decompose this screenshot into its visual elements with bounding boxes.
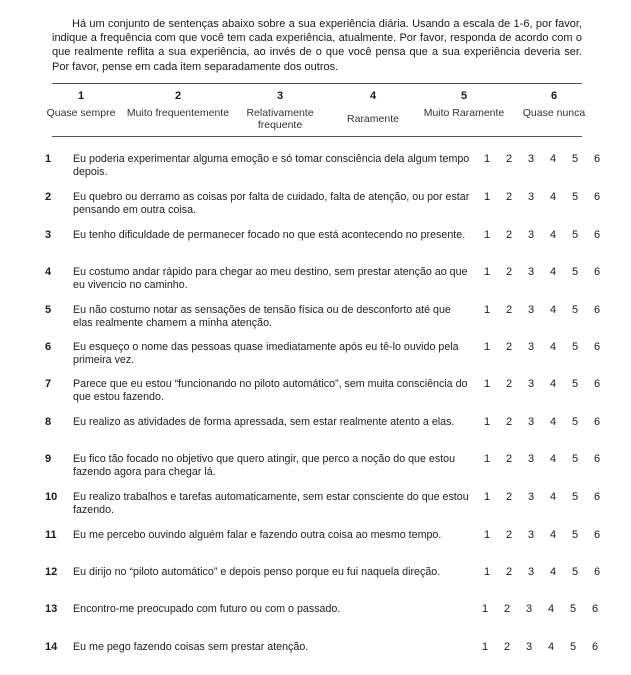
- scale-number-2: 2: [174, 90, 182, 102]
- instructions-paragraph: Há um conjunto de sentenças abaixo sobre a sua experiência diária. Usando a escala de 1-6, por favor, indique a frequência com que você tem cada experiência, atualmente. Por favor, responda de acordo com o que realmente reflita a sua experiência, ao invés de o que você pensa que a sua experiência deveria ser. Por favor, pense em cada item separadamente dos outros.: [52, 18, 582, 73]
- scale-number-1: 1: [77, 90, 85, 102]
- question-number: 4: [45, 266, 52, 278]
- response-option-4[interactable]: 4: [549, 453, 557, 465]
- response-option-4[interactable]: 4: [549, 304, 557, 316]
- scale-number-6: 6: [550, 90, 558, 102]
- response-option-1[interactable]: 1: [483, 529, 491, 541]
- response-option-2[interactable]: 2: [505, 529, 513, 541]
- response-option-5[interactable]: 5: [571, 153, 579, 165]
- question-number: 10: [45, 491, 58, 503]
- response-option-5[interactable]: 5: [569, 603, 577, 615]
- question-number: 2: [45, 191, 52, 203]
- response-option-2[interactable]: 2: [505, 229, 513, 241]
- question-text: Eu esqueço o nome das pessoas quase imediatamente após eu tê-lo ouvido pela primeira vez.: [73, 341, 459, 366]
- question-number: 1: [45, 153, 52, 165]
- response-option-4[interactable]: 4: [549, 378, 557, 390]
- question-row-8: [0, 416, 631, 446]
- response-option-6[interactable]: 6: [593, 153, 601, 165]
- question-number: 7: [45, 378, 52, 390]
- question-row-3: [0, 229, 631, 259]
- scale-label-4: Raramente: [347, 113, 399, 125]
- response-option-5[interactable]: 5: [571, 304, 579, 316]
- question-text: Eu costumo andar rápido para chegar ao meu destino, sem prestar atenção ao que eu vivencio no caminho.: [73, 266, 468, 291]
- question-text: Eu não costumo notar as sensações de tensão física ou de desconforto até que elas realmente chamem a minha atenção.: [73, 304, 451, 329]
- question-row-12: [0, 566, 631, 596]
- scale-number-3: 3: [276, 90, 284, 102]
- question-row-13: [0, 603, 631, 633]
- response-option-3[interactable]: 3: [527, 229, 535, 241]
- response-option-4[interactable]: 4: [547, 603, 555, 615]
- response-option-5[interactable]: 5: [571, 229, 579, 241]
- response-option-3[interactable]: 3: [527, 566, 535, 578]
- response-option-4[interactable]: 4: [549, 491, 557, 503]
- response-option-3[interactable]: 3: [527, 191, 535, 203]
- response-option-2[interactable]: 2: [503, 641, 511, 653]
- response-option-3[interactable]: 3: [527, 304, 535, 316]
- response-option-1[interactable]: 1: [483, 266, 491, 278]
- response-option-4[interactable]: 4: [547, 641, 555, 653]
- response-option-3[interactable]: 3: [527, 266, 535, 278]
- response-option-1[interactable]: 1: [483, 229, 491, 241]
- response-option-2[interactable]: 2: [505, 153, 513, 165]
- response-option-6[interactable]: 6: [593, 453, 601, 465]
- scale-number-5: 5: [460, 90, 468, 102]
- response-option-3[interactable]: 3: [527, 153, 535, 165]
- question-row-14: [0, 641, 631, 671]
- response-option-6[interactable]: 6: [591, 641, 599, 653]
- response-option-5[interactable]: 5: [571, 491, 579, 503]
- response-option-1[interactable]: 1: [483, 378, 491, 390]
- response-option-4[interactable]: 4: [549, 416, 557, 428]
- response-option-6[interactable]: 6: [591, 603, 599, 615]
- top-rule: [52, 83, 582, 84]
- question-row-10: [0, 491, 631, 521]
- response-option-1[interactable]: 1: [483, 153, 491, 165]
- response-option-3[interactable]: 3: [527, 529, 535, 541]
- question-number: 3: [45, 229, 52, 241]
- response-option-2[interactable]: 2: [505, 378, 513, 390]
- response-option-4[interactable]: 4: [549, 341, 557, 353]
- response-option-4[interactable]: 4: [549, 266, 557, 278]
- response-option-5[interactable]: 5: [571, 453, 579, 465]
- response-option-6[interactable]: 6: [593, 191, 601, 203]
- response-option-4[interactable]: 4: [549, 566, 557, 578]
- response-option-5[interactable]: 5: [571, 566, 579, 578]
- question-number: 13: [45, 603, 58, 615]
- response-option-1[interactable]: 1: [483, 491, 491, 503]
- response-option-2[interactable]: 2: [505, 304, 513, 316]
- response-option-2[interactable]: 2: [505, 266, 513, 278]
- response-option-2[interactable]: 2: [505, 341, 513, 353]
- response-option-3[interactable]: 3: [527, 341, 535, 353]
- response-option-3[interactable]: 3: [527, 453, 535, 465]
- question-number: 11: [45, 529, 57, 541]
- response-option-4[interactable]: 4: [549, 191, 557, 203]
- question-text: Eu dirijo no “piloto automático” e depois penso porque eu fui naquela direção.: [73, 566, 441, 578]
- response-option-4[interactable]: 4: [549, 229, 557, 241]
- question-number: 14: [45, 641, 58, 653]
- scale-label-3: Relativamente frequente: [246, 107, 314, 132]
- response-option-6[interactable]: 6: [593, 266, 601, 278]
- question-text: Parece que eu estou “funcionando no piloto automático”, sem muita consciência do que estou fazendo.: [73, 378, 468, 403]
- question-row-7: [0, 378, 631, 408]
- response-option-1[interactable]: 1: [483, 453, 491, 465]
- response-option-6[interactable]: 6: [593, 416, 601, 428]
- question-number: 8: [45, 416, 52, 428]
- question-number: 5: [45, 304, 52, 316]
- response-option-3[interactable]: 3: [525, 603, 533, 615]
- response-option-1[interactable]: 1: [481, 603, 489, 615]
- question-row-1: [0, 153, 631, 183]
- response-option-6[interactable]: 6: [593, 229, 601, 241]
- response-option-1[interactable]: 1: [483, 566, 491, 578]
- response-option-3[interactable]: 3: [527, 378, 535, 390]
- response-option-2[interactable]: 2: [505, 191, 513, 203]
- response-option-1[interactable]: 1: [483, 416, 491, 428]
- response-option-6[interactable]: 6: [593, 566, 601, 578]
- question-text: Encontro-me preocupado com futuro ou com o passado.: [73, 603, 341, 615]
- question-text: Eu realizo trabalhos e tarefas automaticamente, sem estar consciente do que estou fazendo.: [73, 491, 469, 516]
- response-option-5[interactable]: 5: [571, 378, 579, 390]
- response-option-2[interactable]: 2: [505, 491, 513, 503]
- question-row-4: [0, 266, 631, 296]
- question-row-6: [0, 341, 631, 371]
- question-number: 12: [45, 566, 58, 578]
- question-number: 9: [45, 453, 52, 465]
- question-row-2: [0, 191, 631, 221]
- response-option-1[interactable]: 1: [483, 191, 491, 203]
- response-option-3[interactable]: 3: [527, 416, 535, 428]
- question-text: Eu realizo as atividades de forma apressada, sem estar realmente atento a elas.: [73, 416, 455, 428]
- response-option-4[interactable]: 4: [549, 153, 557, 165]
- response-option-2[interactable]: 2: [505, 453, 513, 465]
- response-option-5[interactable]: 5: [571, 529, 579, 541]
- question-text: Eu fico tão focado no objetivo que quero atingir, que perco a noção do que estou fazendo agora para chegar lá.: [73, 453, 456, 478]
- response-option-5[interactable]: 5: [571, 191, 579, 203]
- response-option-5[interactable]: 5: [571, 341, 579, 353]
- cropped-heading-fragment: [150, 0, 500, 3]
- response-option-6[interactable]: 6: [593, 304, 601, 316]
- response-option-2[interactable]: 2: [505, 416, 513, 428]
- response-option-5[interactable]: 5: [571, 266, 579, 278]
- scale-label-6: Quase nunca: [522, 107, 586, 119]
- response-option-4[interactable]: 4: [549, 529, 557, 541]
- question-row-5: [0, 304, 631, 334]
- response-option-3[interactable]: 3: [527, 491, 535, 503]
- question-text: Eu me percebo ouvindo alguém falar e fazendo outra coisa ao mesmo tempo.: [73, 529, 442, 541]
- question-row-11: [0, 529, 631, 559]
- response-option-2[interactable]: 2: [503, 603, 511, 615]
- response-option-1[interactable]: 1: [483, 341, 491, 353]
- response-option-2[interactable]: 2: [505, 566, 513, 578]
- response-option-3[interactable]: 3: [525, 641, 533, 653]
- header-rule: [52, 136, 582, 137]
- question-row-9: [0, 453, 631, 483]
- question-text: Eu tenho dificuldade de permanecer focado no que está acontecendo no presente.: [73, 229, 466, 241]
- question-text: Eu quebro ou derramo as coisas por falta de cuidado, falta de atenção, ou por estar pensando em outra coisa.: [73, 191, 470, 216]
- response-option-5[interactable]: 5: [569, 641, 577, 653]
- question-text: Eu me pego fazendo coisas sem prestar atenção.: [73, 641, 309, 653]
- scale-label-5: Muito Raramente: [423, 107, 505, 119]
- response-option-6[interactable]: 6: [593, 378, 601, 390]
- scale-label-2: Muito frequentemente: [126, 107, 230, 119]
- response-option-1[interactable]: 1: [483, 304, 491, 316]
- response-option-5[interactable]: 5: [571, 416, 579, 428]
- question-number: 6: [45, 341, 52, 353]
- scale-number-4: 4: [369, 90, 377, 102]
- response-option-6[interactable]: 6: [593, 529, 601, 541]
- response-option-6[interactable]: 6: [593, 341, 601, 353]
- scale-label-1: Quase sempre: [46, 107, 116, 119]
- response-option-1[interactable]: 1: [481, 641, 489, 653]
- response-option-6[interactable]: 6: [593, 491, 601, 503]
- question-text: Eu poderia experimentar alguma emoção e só tomar consciência dela algum tempo depois.: [73, 153, 470, 178]
